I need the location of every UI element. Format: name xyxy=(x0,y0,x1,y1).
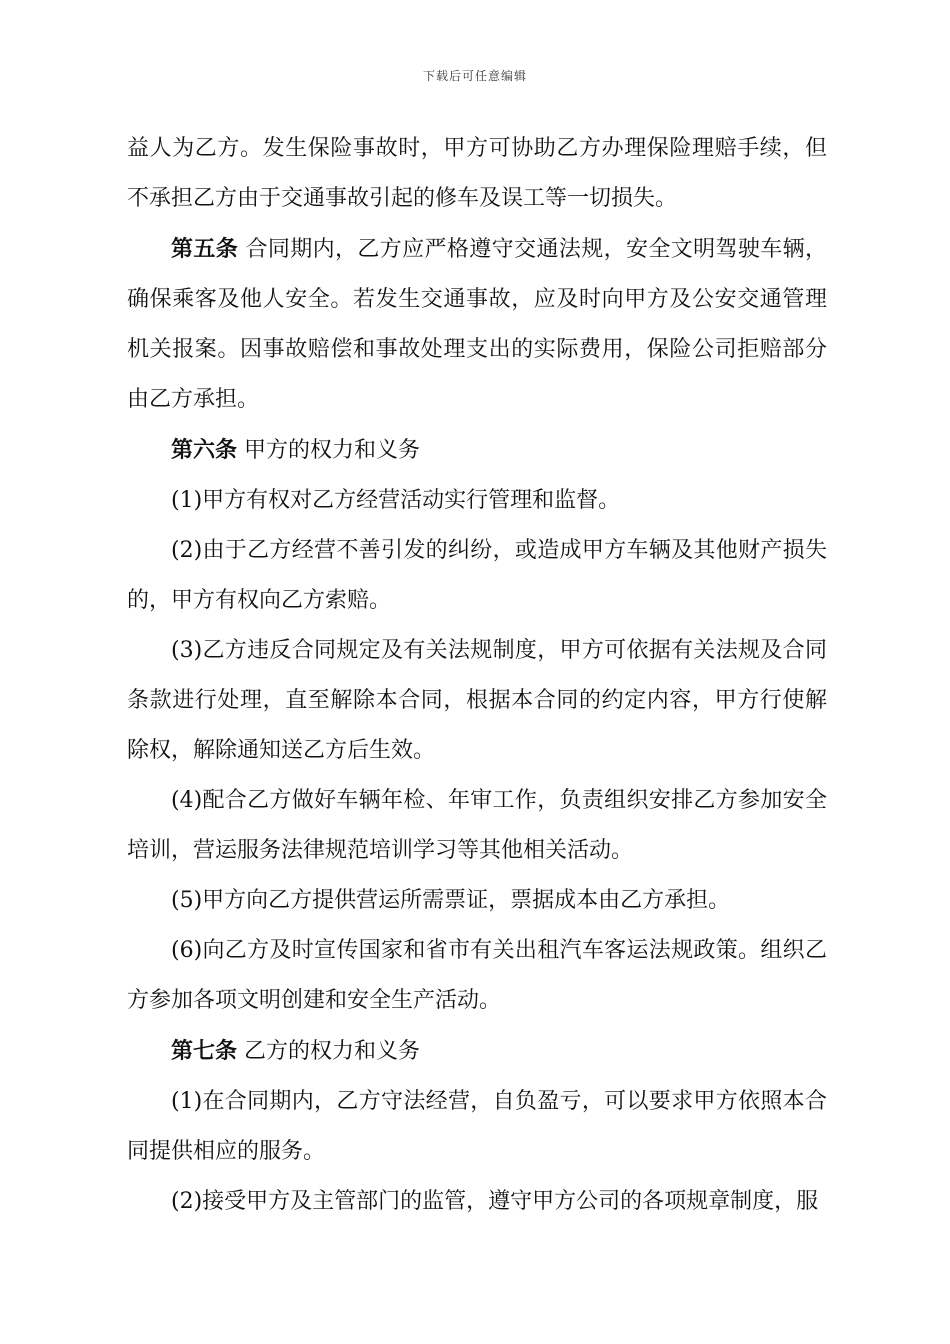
article-heading: 第五条 xyxy=(171,236,239,262)
list-item: (1)甲方有权对乙方经营活动实行管理和监督。 xyxy=(171,488,621,513)
list-item: (2)由于乙方经营不善引发的纠纷，或造成甲方车辆及其他财产损失的，甲方有权向乙方索赔。 xyxy=(127,538,827,613)
article-heading: 第七条 xyxy=(171,1038,238,1064)
list-item: (4)配合乙方做好车辆年检、年审工作，负责组织安排乙方参加安全培训，营运服务法律规范培训学习等其他相关活动。 xyxy=(127,788,827,863)
article-7-heading: 第七条 乙方的权力和义务 xyxy=(171,1038,421,1064)
article-5-paragraph: 第五条 合同期内，乙方应严格遵守交通法规，安全文明驾驶车辆，确保乘客及他人安全。若发生交通事故，应及时向甲方及公安交通管理机关报案。因事故赔偿和事故处理支出的实际费用，保险公司拒赔部分由乙方承担。 xyxy=(127,236,827,412)
page-header: 下载后可任意编辑 xyxy=(422,69,527,83)
list-item: (1)在合同期内，乙方守法经营，自负盈亏，可以要求甲方依照本合同提供相应的服务。 xyxy=(127,1089,827,1164)
article-heading: 第六条 xyxy=(171,437,238,463)
list-item: (6)向乙方及时宣传国家和省市有关出租汽车客运法规政策。组织乙方参加各项文明创建和安全生产活动。 xyxy=(127,938,827,1013)
list-item: (3)乙方违反合同规定及有关法规制度，甲方可依据有关法规及合同条款进行处理，直至解除本合同，根据本合同的约定内容，甲方行使解除权，解除通知送乙方后生效。 xyxy=(127,638,827,763)
article-6-heading: 第六条 甲方的权力和义务 xyxy=(171,437,421,463)
list-item: (5)甲方向乙方提供营运所需票证，票据成本由乙方承担。 xyxy=(171,888,731,913)
list-item: (2)接受甲方及主管部门的监管，遵守甲方公司的各项规章制度，服 xyxy=(171,1189,819,1214)
paragraph: 益人为乙方。发生保险事故时，甲方可协助乙方办理保险理赔手续，但不承担乙方由于交通事故引起的修车及误工等一切损失。 xyxy=(127,136,827,211)
document-body xyxy=(127,124,827,1227)
